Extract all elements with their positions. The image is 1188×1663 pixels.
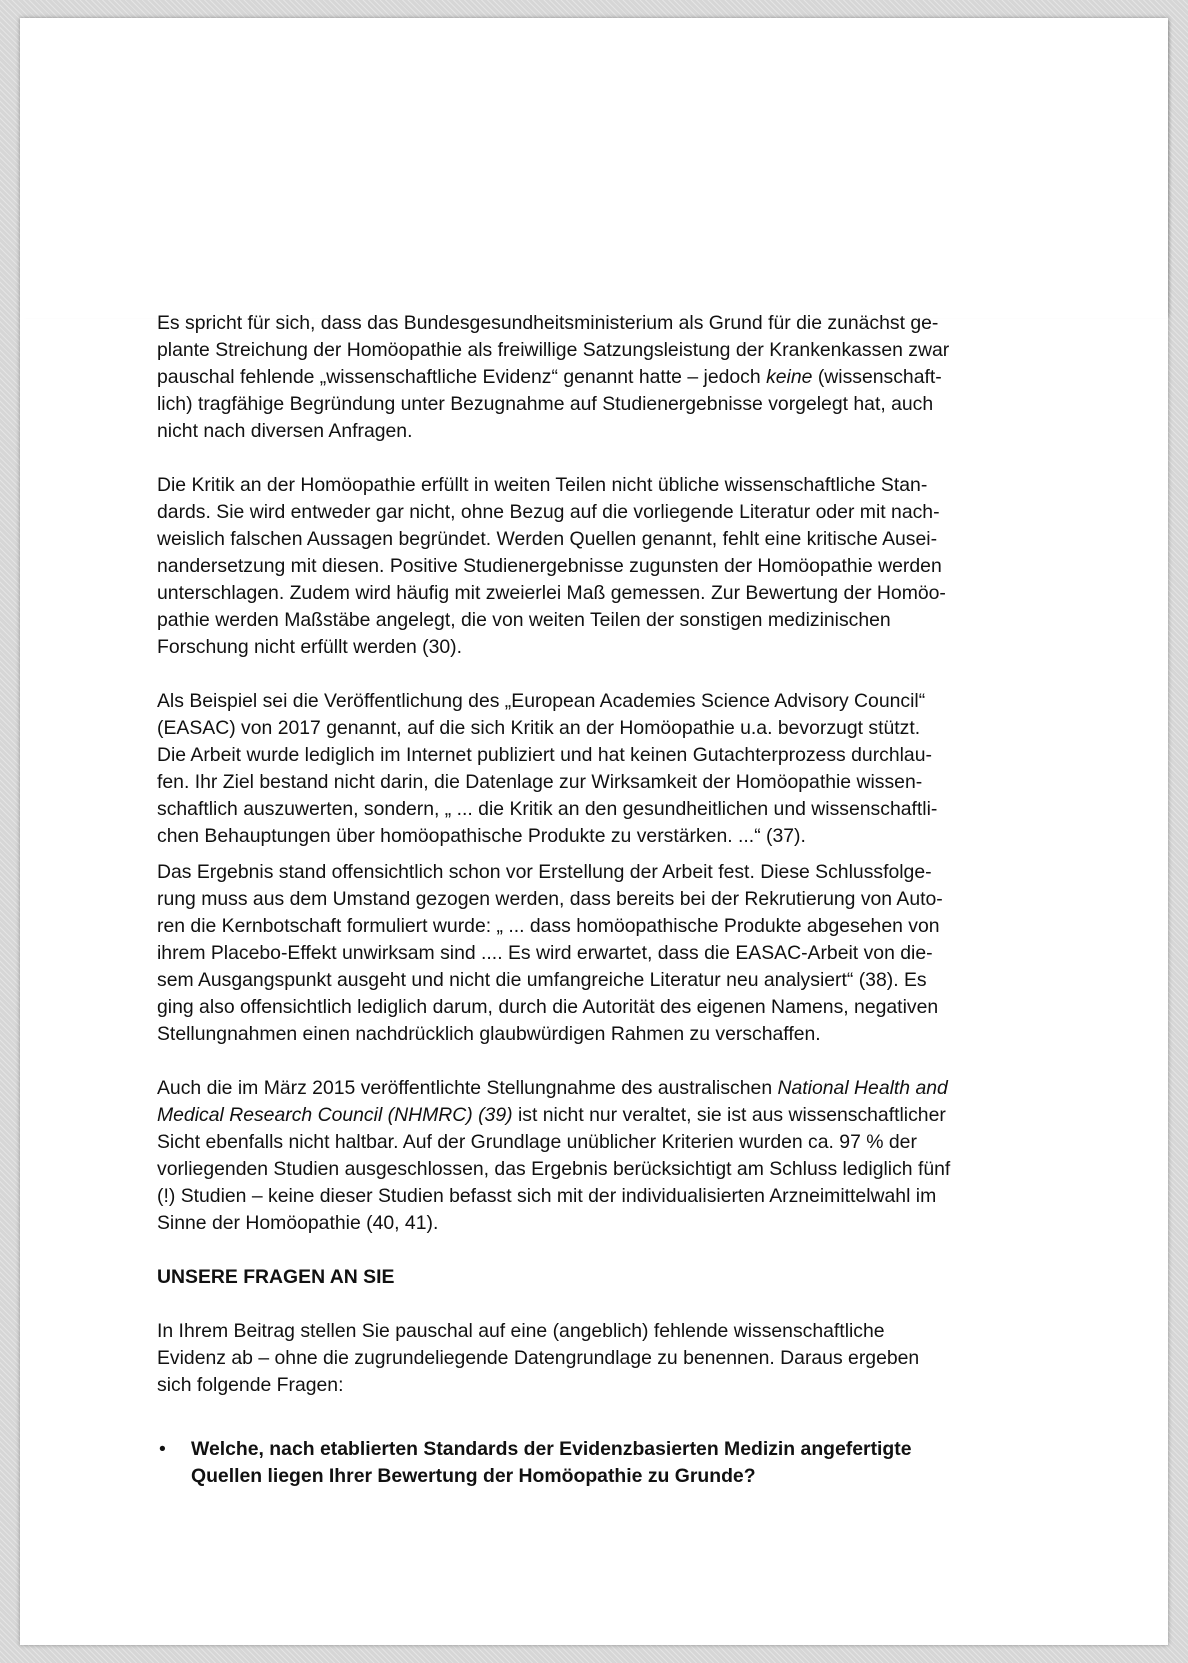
text-line: nicht nach diversen Anfragen. <box>157 420 413 442</box>
text-line: nandersetzung mit diesen. Positive Studienergebnisse zugunsten der Homöopathie werden <box>157 555 942 577</box>
text-line: Das Ergebnis stand offensichtlich schon vor Erstellung der Arbeit fest. Diese Schlussfolge- <box>157 861 932 883</box>
question-text-line: Quellen liegen Ihrer Bewertung der Homöopathie zu Grunde? <box>191 1465 756 1487</box>
text-line: Die Kritik an der Homöopathie erfüllt in weiten Teilen nicht übliche wissenschaftliche Stan- <box>157 474 928 496</box>
text-line: Forschung nicht erfüllt werden (30). <box>157 636 463 658</box>
text-line: Es spricht für sich, dass das Bundesgesundheitsministerium als Grund für die zunächst ge- <box>157 312 939 334</box>
bullet-icon: • <box>159 1438 166 1460</box>
text-line: Sicht ebenfalls nicht haltbar. Auf der Grundlage unüblicher Kriterien wurden ca. 97 % der <box>157 1131 917 1153</box>
text-segment: Auch die im März 2015 veröffentlichte Stellungnahme des australischen <box>157 1077 773 1099</box>
text-line: schaftlich auszuwerten, sondern, „ ... die Kritik an den gesundheitlichen und wissenschaftli- <box>157 798 938 820</box>
text-line: (EASAC) von 2017 genannt, auf die sich Kritik an der Homöopathie u.a. bevorzugt stützt. <box>157 717 921 739</box>
text-line: vorliegenden Studien ausgeschlossen, das Ergebnis berücksichtigt am Schluss lediglich fünf <box>157 1158 951 1180</box>
paragraph-nhmrc-statement <box>157 1075 1027 1237</box>
text-line: plante Streichung der Homöopathie als freiwillige Satzungsleistung der Krankenkassen zwar <box>157 339 950 361</box>
text-line: pathie werden Maßstäbe angelegt, die von weiten Teilen der sonstigen medizinischen <box>157 609 891 631</box>
text-line: sem Ausgangspunkt ausgeht und nicht die umfangreiche Literatur neu analysiert“ (38). Es <box>157 969 927 991</box>
emphasis-text: keine <box>766 366 813 388</box>
paragraph-criticism-standards <box>157 472 1027 661</box>
text-line: chen Behauptungen über homöopathische Produkte zu verstärken. ...“ (37). <box>157 825 806 847</box>
text-line: Evidenz ab – ohne die zugrundeliegende Datengrundlage zu benennen. Daraus ergeben <box>157 1347 920 1369</box>
paragraph-easac-example <box>157 688 1027 850</box>
page-top-area <box>20 18 1168 318</box>
question-text-line: Welche, nach etablierten Standards der Evidenzbasierten Medizin angefertigte <box>191 1438 912 1460</box>
document-body <box>157 310 1027 1490</box>
text-line: weislich falschen Aussagen begründet. Werden Quellen genannt, fehlt eine kritische Ausei- <box>157 528 938 550</box>
text-line: lich) tragfähige Begründung unter Bezugnahme auf Studienergebnisse vorgelegt hat, auch <box>157 393 934 415</box>
text-line: ihrem Placebo-Effekt unwirksam sind .... Es wird erwartet, dass die EASAC-Arbeit von die- <box>157 942 933 964</box>
paragraph-easac-result <box>157 859 1027 1048</box>
text-line: sich folgende Fragen: <box>157 1374 344 1396</box>
emphasis-text: National Health and <box>777 1077 948 1099</box>
text-line <box>157 1075 1027 1102</box>
text-line: Als Beispiel sei die Veröffentlichung des „European Academies Science Advisory Council“ <box>157 690 926 712</box>
text-line: unterschlagen. Zudem wird häufig mit zweierlei Maß gemessen. Zur Bewertung der Homöo- <box>157 582 946 604</box>
paragraph-questions-intro <box>157 1318 1027 1399</box>
text-line <box>157 1102 1027 1129</box>
emphasis-text: Medical Research Council (NHMRC) (39) <box>157 1104 513 1126</box>
section-heading: UNSERE FRAGEN AN SIE <box>157 1266 395 1288</box>
paragraph-ministry-evidence <box>157 310 1027 445</box>
text-line: ging also offensichtlich lediglich darum, durch die Autorität des eigenen Namens, negativen <box>157 996 939 1018</box>
text-segment: ist nicht nur veraltet, sie ist aus wissenschaftlicher <box>517 1104 946 1126</box>
text-line: fen. Ihr Ziel bestand nicht darin, die Datenlage zur Wirksamkeit der Homöopathie wissen- <box>157 771 923 793</box>
question-list-item <box>157 1436 1027 1490</box>
text-line: (!) Studien – keine dieser Studien befasst sich mit der individualisierten Arzneimittelwahl im <box>157 1185 937 1207</box>
text-line: Sinne der Homöopathie (40, 41). <box>157 1212 439 1234</box>
text-line: Stellungnahmen einen nachdrücklich glaubwürdigen Rahmen zu verschaffen. <box>157 1023 821 1045</box>
text-segment: pauschal fehlende „wissenschaftliche Evidenz“ genannt hatte – jedoch <box>157 366 761 388</box>
text-segment: (wissenschaft- <box>817 366 942 388</box>
text-line: In Ihrem Beitrag stellen Sie pauschal auf eine (angeblich) fehlende wissenschaftliche <box>157 1320 885 1342</box>
text-line <box>157 364 1027 391</box>
text-line: dards. Sie wird entweder gar nicht, ohne Bezug auf die vorliegende Literatur oder mit nach- <box>157 501 940 523</box>
text-line: Die Arbeit wurde lediglich im Internet publiziert und hat keinen Gutachterprozess durchlau- <box>157 744 932 766</box>
text-line: rung muss aus dem Umstand gezogen werden, dass bereits bei der Rekrutierung von Auto- <box>157 888 943 910</box>
text-line: ren die Kernbotschaft formuliert wurde: „ ... dass homöopathische Produkte abgesehen von <box>157 915 940 937</box>
